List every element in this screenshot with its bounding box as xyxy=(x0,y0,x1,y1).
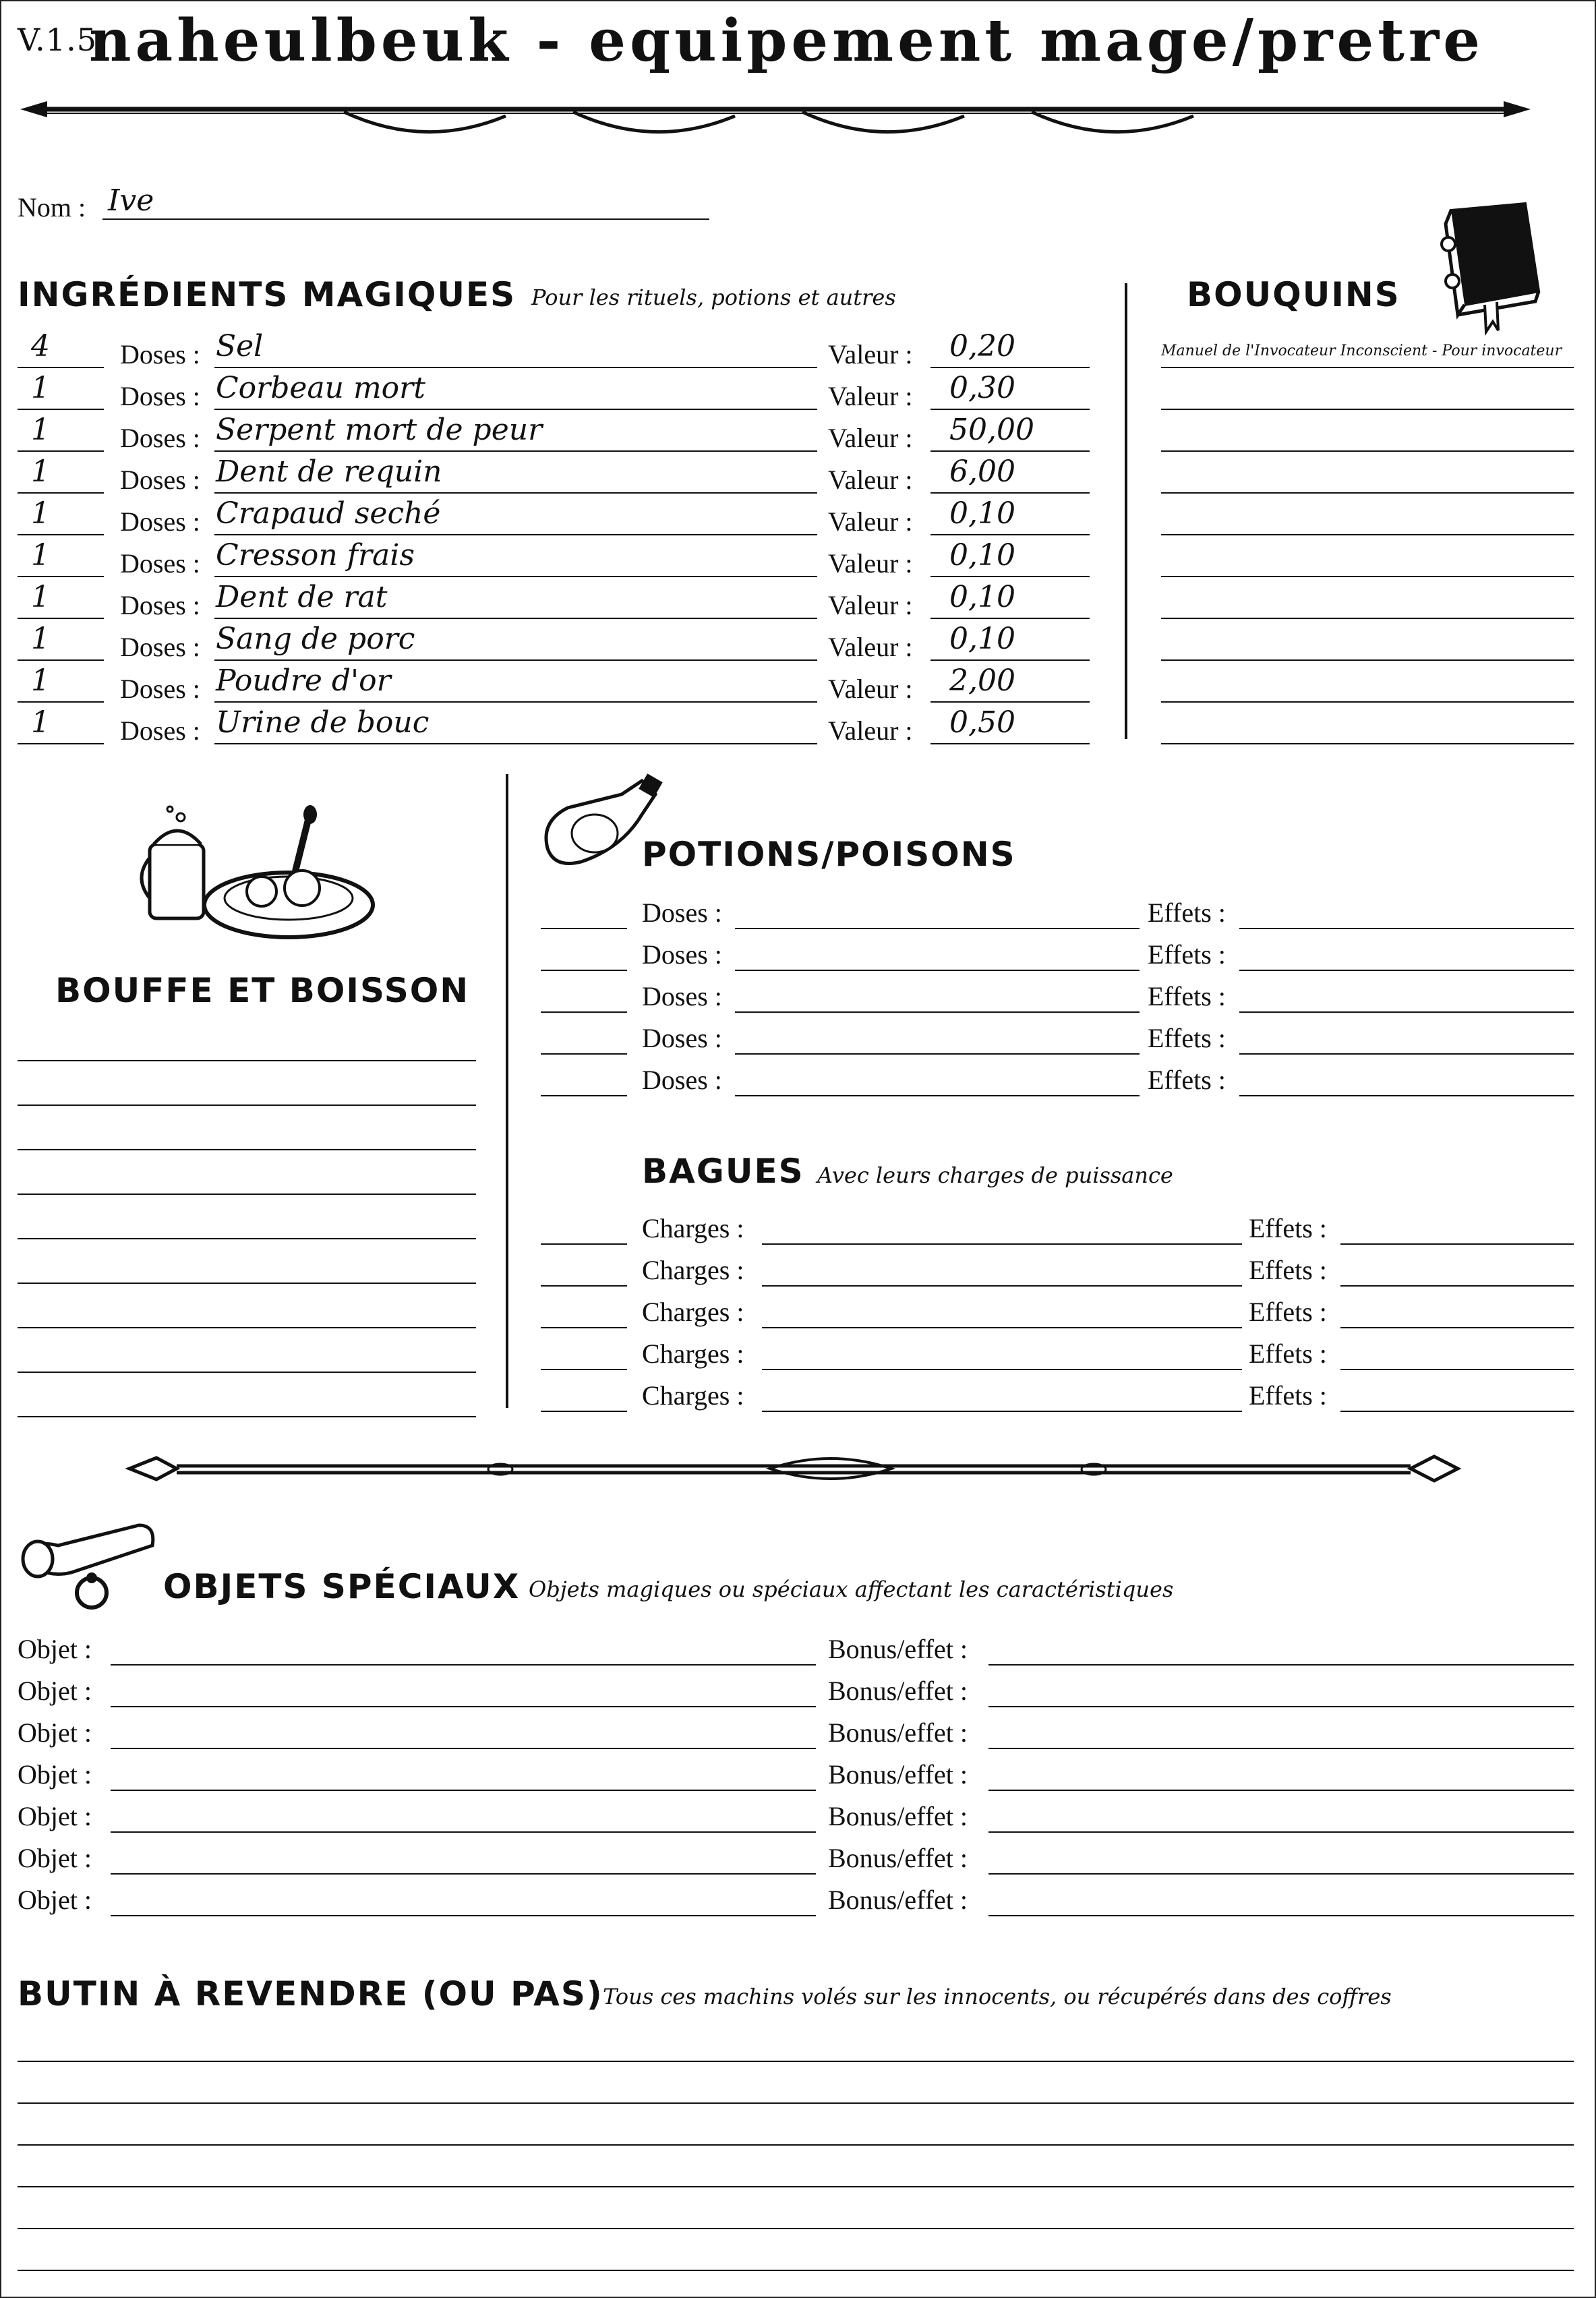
potion-doses-label: Doses : xyxy=(642,981,722,1011)
objets-title: OBJETS SPÉCIAUX xyxy=(163,1567,521,1606)
ingredient-doses-label: Doses : xyxy=(120,674,200,704)
bague-effets-label: Effets : xyxy=(1249,1380,1327,1411)
bague-effets-line[interactable] xyxy=(1340,1369,1574,1370)
potion-effets-line[interactable] xyxy=(1239,928,1574,929)
ingredient-valeur-label: Valeur : xyxy=(828,465,913,495)
nom-value[interactable]: Ive xyxy=(108,183,154,218)
bague-charges-label: Charges : xyxy=(642,1338,744,1369)
ingredient-qty-line xyxy=(18,743,104,744)
ingredient-doses-label: Doses : xyxy=(120,715,200,746)
ingredient-qty[interactable]: 1 xyxy=(31,580,50,614)
objet-label: Objet : xyxy=(18,1759,92,1790)
ingredient-valeur-label: Valeur : xyxy=(828,506,913,537)
ingredient-name-line xyxy=(214,492,817,494)
bonus-line[interactable] xyxy=(988,1664,1574,1666)
staff-divider-icon xyxy=(129,1448,1458,1496)
bague-charges-label: Charges : xyxy=(642,1213,744,1243)
objet-line[interactable] xyxy=(111,1831,816,1833)
bague-name-line[interactable] xyxy=(762,1327,1242,1328)
potion-qty-line[interactable] xyxy=(541,1053,627,1055)
bonus-line[interactable] xyxy=(988,1790,1574,1791)
potion-name-line[interactable] xyxy=(735,928,1140,929)
bonus-label: Bonus/effet : xyxy=(828,1759,968,1790)
bouffe-line[interactable] xyxy=(18,1149,476,1150)
ingredient-value[interactable]: 0,50 xyxy=(949,705,1015,740)
bonus-label: Bonus/effet : xyxy=(828,1801,968,1831)
ingredient-value[interactable]: 0,10 xyxy=(949,538,1015,572)
ingredient-name[interactable]: Serpent mort de peur xyxy=(216,413,543,447)
ingredient-qty-line xyxy=(18,450,104,452)
ingredient-doses-label: Doses : xyxy=(120,506,200,537)
objet-label: Objet : xyxy=(18,1843,92,1873)
ingredient-valeur-label: Valeur : xyxy=(828,423,913,453)
bonus-label: Bonus/effet : xyxy=(828,1634,968,1664)
ingredient-value[interactable]: 0,10 xyxy=(949,622,1015,656)
ingredient-value-line xyxy=(930,701,1090,703)
ingredient-value-line xyxy=(930,618,1090,619)
ingredient-qty[interactable]: 1 xyxy=(31,371,50,405)
bouffe-line[interactable] xyxy=(18,1372,476,1373)
bague-effets-label: Effets : xyxy=(1249,1297,1327,1327)
food-icon xyxy=(140,804,376,945)
bouquin-line[interactable] xyxy=(1161,367,1574,368)
potion-qty-line[interactable] xyxy=(541,1011,627,1013)
potion-effets-label: Effets : xyxy=(1148,1065,1226,1095)
potion-name-line[interactable] xyxy=(735,970,1140,971)
bague-charges-label: Charges : xyxy=(642,1380,744,1411)
ingredient-value[interactable]: 0,20 xyxy=(949,329,1015,363)
ingredient-qty[interactable]: 1 xyxy=(31,622,50,656)
bague-qty-line[interactable] xyxy=(541,1285,627,1287)
ingredient-name-line xyxy=(214,534,817,535)
ingredient-value[interactable]: 0,30 xyxy=(949,371,1015,405)
potion-qty-line[interactable] xyxy=(541,1095,627,1096)
spear-divider-icon xyxy=(20,89,1531,150)
ingredient-qty-line xyxy=(18,534,104,535)
objet-label: Objet : xyxy=(18,1885,92,1915)
bouffe-line[interactable] xyxy=(18,1060,476,1061)
ingredient-name-line xyxy=(214,659,817,661)
bonus-label: Bonus/effet : xyxy=(828,1885,968,1915)
ingredient-name[interactable]: Dent de rat xyxy=(216,580,388,614)
ingredient-name[interactable]: Poudre d'or xyxy=(216,664,391,698)
butin-line[interactable] xyxy=(18,2270,1574,2271)
ingredient-value[interactable]: 6,00 xyxy=(949,454,1015,489)
ingredient-value-line xyxy=(930,367,1090,368)
ingredient-qty-line xyxy=(18,492,104,494)
potion-effets-line[interactable] xyxy=(1239,970,1574,971)
potions-title: POTIONS/POISONS xyxy=(642,835,1016,874)
ingredient-name-line xyxy=(214,743,817,744)
nom-label: Nom : xyxy=(18,192,86,223)
ingredient-qty[interactable]: 1 xyxy=(31,413,50,447)
bague-name-line[interactable] xyxy=(762,1285,1242,1287)
potion-doses-label: Doses : xyxy=(642,1023,722,1053)
objet-line[interactable] xyxy=(111,1706,816,1707)
ingredient-name[interactable]: Sel xyxy=(216,329,264,363)
ingredient-name-line xyxy=(214,576,817,577)
ingredient-name-line xyxy=(214,367,817,368)
bouquins-title: BOUQUINS xyxy=(1187,275,1400,314)
bague-effets-line[interactable] xyxy=(1340,1243,1574,1245)
objet-line[interactable] xyxy=(111,1664,816,1666)
bouffe-line[interactable] xyxy=(18,1194,476,1195)
ingredient-qty[interactable]: 1 xyxy=(31,664,50,698)
ingredient-value[interactable]: 0,10 xyxy=(949,496,1015,531)
ingredient-doses-label: Doses : xyxy=(120,548,200,579)
objets-subtitle: Objets magiques ou spéciaux affectant les caractéristiques xyxy=(529,1577,1174,1602)
bouquin-line[interactable] xyxy=(1161,450,1574,452)
bague-qty-line[interactable] xyxy=(541,1327,627,1328)
bouquin-line[interactable] xyxy=(1161,701,1574,703)
ingredient-valeur-label: Valeur : xyxy=(828,590,913,620)
objet-line[interactable] xyxy=(111,1790,816,1791)
ingredient-name[interactable]: Corbeau mort xyxy=(216,371,425,405)
potion-name-line[interactable] xyxy=(735,1053,1140,1055)
bouffe-line[interactable] xyxy=(18,1327,476,1328)
ingredients-subtitle: Pour les rituels, potions et autres xyxy=(531,285,896,310)
bouquin-line[interactable] xyxy=(1161,743,1574,744)
bouquin-line[interactable] xyxy=(1161,576,1574,577)
ingredient-qty[interactable]: 4 xyxy=(31,329,50,363)
ingredient-name[interactable]: Urine de bouc xyxy=(216,705,430,740)
scroll-ring-icon xyxy=(18,1512,159,1620)
ingredient-valeur-label: Valeur : xyxy=(828,381,913,411)
bague-qty-line[interactable] xyxy=(541,1243,627,1245)
bague-charges-label: Charges : xyxy=(642,1255,744,1285)
bonus-line[interactable] xyxy=(988,1706,1574,1707)
ingredient-qty[interactable]: 1 xyxy=(31,454,50,489)
ingredient-name-line xyxy=(214,450,817,452)
ingredient-doses-label: Doses : xyxy=(120,465,200,495)
bouffe-potions-divider xyxy=(506,774,508,1408)
butin-line[interactable] xyxy=(18,2061,1574,2062)
potion-effets-label: Effets : xyxy=(1148,1023,1226,1053)
objet-label: Objet : xyxy=(18,1634,92,1664)
potion-doses-label: Doses : xyxy=(642,1065,722,1095)
butin-line[interactable] xyxy=(18,2228,1574,2229)
objet-line[interactable] xyxy=(111,1915,816,1916)
ingredient-doses-label: Doses : xyxy=(120,339,200,370)
ingredient-qty[interactable]: 1 xyxy=(31,538,50,572)
bouquin-line[interactable] xyxy=(1161,618,1574,619)
bague-effets-line[interactable] xyxy=(1340,1327,1574,1328)
bouffe-line[interactable] xyxy=(18,1416,476,1417)
bagues-subtitle: Avec leurs charges de puissance xyxy=(817,1162,1173,1188)
ingredients-title: INGRÉDIENTS MAGIQUES xyxy=(18,275,516,314)
bague-effets-line[interactable] xyxy=(1340,1285,1574,1287)
ingredient-name[interactable]: Crapaud seché xyxy=(216,496,441,531)
ingredient-qty[interactable]: 1 xyxy=(31,705,50,740)
objet-label: Objet : xyxy=(18,1801,92,1831)
ingredient-value-line xyxy=(930,450,1090,452)
ingredient-valeur-label: Valeur : xyxy=(828,632,913,662)
bouquin-line[interactable] xyxy=(1161,659,1574,661)
bonus-label: Bonus/effet : xyxy=(828,1676,968,1706)
potion-qty-line[interactable] xyxy=(541,928,627,929)
bonus-line[interactable] xyxy=(988,1915,1574,1916)
ingredient-value[interactable]: 0,10 xyxy=(949,580,1015,614)
potion-effets-label: Effets : xyxy=(1148,981,1226,1011)
potion-doses-label: Doses : xyxy=(642,939,722,970)
potion-effets-line[interactable] xyxy=(1239,1011,1574,1013)
objet-label: Objet : xyxy=(18,1717,92,1748)
bouffe-line[interactable] xyxy=(18,1104,476,1106)
ingredient-value-line xyxy=(930,743,1090,744)
bague-charges-label: Charges : xyxy=(642,1297,744,1327)
ingredient-doses-label: Doses : xyxy=(120,590,200,620)
ingredient-value[interactable]: 50,00 xyxy=(949,413,1034,447)
ingredient-name-line xyxy=(214,618,817,619)
page-title: naheulbeuk - equipement mage/pretre xyxy=(89,7,1484,75)
potion-name-line[interactable] xyxy=(735,1011,1140,1013)
ingredient-qty-line xyxy=(18,659,104,661)
bague-name-line[interactable] xyxy=(762,1411,1242,1412)
potion-effets-label: Effets : xyxy=(1148,897,1226,928)
ingredient-name[interactable]: Cresson frais xyxy=(216,538,415,572)
objet-line[interactable] xyxy=(111,1873,816,1875)
ingredient-value-line xyxy=(930,659,1090,661)
butin-line[interactable] xyxy=(18,2102,1574,2104)
potion-qty-line[interactable] xyxy=(541,970,627,971)
bague-effets-label: Effets : xyxy=(1249,1213,1327,1243)
bouquin-item[interactable]: Manuel de l'Invocateur Inconscient - Pour invocateur xyxy=(1161,343,1562,359)
bouquin-line[interactable] xyxy=(1161,534,1574,535)
bague-qty-line[interactable] xyxy=(541,1411,627,1412)
bonus-line[interactable] xyxy=(988,1748,1574,1749)
potion-effets-line[interactable] xyxy=(1239,1053,1574,1055)
bouquin-line[interactable] xyxy=(1161,492,1574,494)
ingredient-qty-line xyxy=(18,618,104,619)
objet-line[interactable] xyxy=(111,1748,816,1749)
potion-doses-label: Doses : xyxy=(642,897,722,928)
ingredient-valeur-label: Valeur : xyxy=(828,548,913,579)
ingredient-value-line xyxy=(930,492,1090,494)
butin-line[interactable] xyxy=(18,2186,1574,2187)
ingredient-valeur-label: Valeur : xyxy=(828,674,913,704)
ingredient-doses-label: Doses : xyxy=(120,632,200,662)
bouffe-line[interactable] xyxy=(18,1238,476,1239)
ingredient-qty-line xyxy=(18,576,104,577)
book-icon xyxy=(1438,197,1545,332)
bouffe-title: BOUFFE ET BOISSON xyxy=(55,971,470,1010)
potion-effets-label: Effets : xyxy=(1148,939,1226,970)
ingredient-valeur-label: Valeur : xyxy=(828,339,913,370)
ingredient-name-line xyxy=(214,701,817,703)
butin-title: BUTIN À REVENDRE (OU PAS) xyxy=(18,1974,603,2013)
ingredient-doses-label: Doses : xyxy=(120,381,200,411)
ingredient-qty-line xyxy=(18,409,104,410)
bouquin-line[interactable] xyxy=(1161,409,1574,410)
ingredient-name[interactable]: Dent de requin xyxy=(216,454,442,489)
potion-name-line[interactable] xyxy=(735,1095,1140,1096)
bague-effets-label: Effets : xyxy=(1249,1255,1327,1285)
version-label: V.1.5 xyxy=(18,22,97,58)
bague-name-line[interactable] xyxy=(762,1369,1242,1370)
ingredients-bouquins-divider xyxy=(1125,283,1127,739)
ingredient-qty-line xyxy=(18,701,104,703)
nom-line xyxy=(102,218,709,220)
bagues-title: BAGUES xyxy=(642,1152,804,1191)
ingredient-doses-label: Doses : xyxy=(120,423,200,453)
ingredient-value-line xyxy=(930,409,1090,410)
ingredient-value-line xyxy=(930,534,1090,535)
bonus-line[interactable] xyxy=(988,1873,1574,1875)
bague-effets-label: Effets : xyxy=(1249,1338,1327,1369)
bonus-line[interactable] xyxy=(988,1831,1574,1833)
bonus-label: Bonus/effet : xyxy=(828,1717,968,1748)
ingredient-valeur-label: Valeur : xyxy=(828,715,913,746)
bouffe-line[interactable] xyxy=(18,1283,476,1284)
objet-label: Objet : xyxy=(18,1676,92,1706)
bonus-label: Bonus/effet : xyxy=(828,1843,968,1873)
bague-qty-line[interactable] xyxy=(541,1369,627,1370)
ingredient-value[interactable]: 2,00 xyxy=(949,664,1015,698)
bague-name-line[interactable] xyxy=(762,1243,1242,1245)
ingredient-name-line xyxy=(214,409,817,410)
potion-effets-line[interactable] xyxy=(1239,1095,1574,1096)
ingredient-name[interactable]: Sang de porc xyxy=(216,622,415,656)
butin-line[interactable] xyxy=(18,2144,1574,2146)
ingredient-qty-line xyxy=(18,367,104,368)
ingredient-value-line xyxy=(930,576,1090,577)
butin-subtitle: Tous ces machins volés sur les innocents, ou récupérés dans des coffres xyxy=(603,1984,1392,2009)
bague-effets-line[interactable] xyxy=(1340,1411,1574,1412)
ingredient-qty[interactable]: 1 xyxy=(31,496,50,531)
